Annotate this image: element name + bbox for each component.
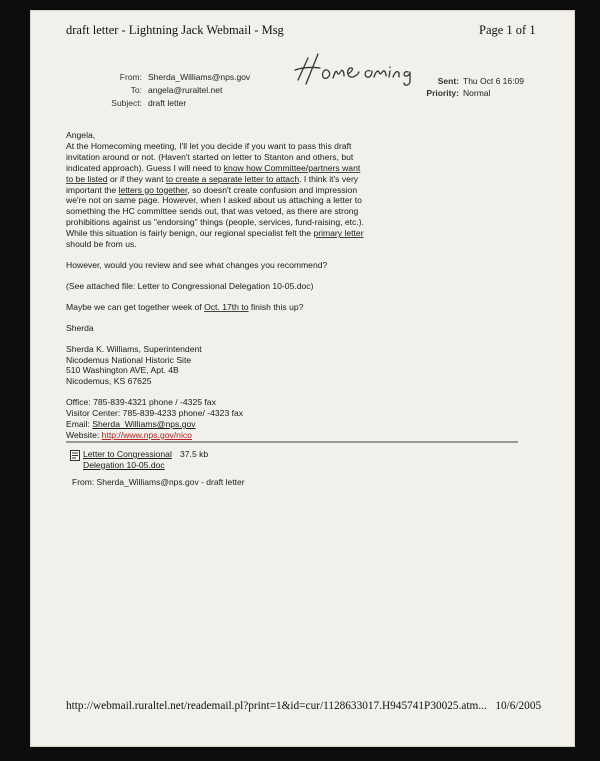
text-span: At the Homecoming meeting, I'll let you decide if you want to pass this draft invitation around or not. (Haven't started on letter to Stanton and others, but indicated approach). Guess I will need to [66, 140, 354, 173]
printed-page [30, 10, 575, 747]
sent-value: Thu Oct 6 16:09 [463, 76, 524, 86]
underlined-text: primary letter [313, 228, 364, 239]
paragraph-attached: (See attached file: Letter to Congressional Delegation 10-05.doc) [66, 280, 314, 291]
paragraph-main [66, 141, 366, 250]
print-footer [66, 700, 541, 712]
text-span: . I think it's very important the [66, 173, 359, 195]
message-body [66, 130, 366, 441]
website-label: Website: [66, 429, 102, 440]
text-span: , so doesn't create confusion and impression we're not on same page. However, when I asked about us attaching a letter to something the HC committee sends out, that was vetoed, as there are strong prohibitions against us "endorsing" things (people, services, fund-raising, etc.). While this situation is fairly benign, our regional specialist felt the [66, 184, 364, 239]
to-label: To: [130, 85, 142, 95]
signature-org: Nicodemus National Historic Site [66, 354, 192, 365]
text-span: finish this up? [248, 301, 304, 312]
sent-label: Sent: [437, 76, 459, 86]
greeting: Angela, [66, 130, 96, 140]
underlined-text: Oct. 17th to [204, 301, 249, 312]
text-span: or if they want [107, 173, 166, 184]
footer-from-line: From: Sherda_Williams@nps.gov - draft letter [72, 477, 245, 487]
priority-label: Priority: [426, 88, 459, 98]
underlined-text: to create a separate letter to attach [165, 173, 300, 184]
email-link[interactable]: Sherda_Williams@nps.gov [92, 419, 196, 430]
signature-block [66, 344, 366, 441]
underlined-text: know how Committee/partners want to be listed [66, 162, 361, 184]
signature-address-line2: Nicodemus, KS 67625 [66, 376, 152, 387]
signature-website-line [66, 430, 366, 441]
signature-name: Sherda K. Williams, Superintendent [66, 343, 202, 354]
subject-value: draft letter [148, 98, 187, 108]
website-link[interactable]: http://www.nps.gov/nico [101, 429, 192, 440]
text-span: Maybe we can get together week of [66, 301, 205, 312]
attachment-link[interactable]: Letter to Congressional Delegation 10-05.doc [83, 449, 172, 470]
priority-value: Normal [463, 88, 491, 98]
paragraph-review: However, would you review and see what changes you recommend? [66, 259, 328, 270]
signoff: Sherda [66, 322, 94, 333]
email-label: Email: [66, 419, 93, 430]
paragraph-meet [66, 302, 366, 313]
print-footer-date: 10/6/2005 [495, 700, 542, 712]
underlined-text: letters go together [118, 184, 188, 195]
print-header-title: draft letter - Lightning Jack Webmail - Msg [66, 23, 284, 37]
signature-address-line1: 510 Washington AVE, Apt. 4B [66, 365, 179, 376]
signature-visitor-phone: Visitor Center: 785-839-4233 phone/ -4323 fax [66, 408, 244, 419]
attachment-size: 37.5 kb [180, 449, 209, 459]
print-footer-url: http://webmail.ruraltel.net/reademail.pl?print=1&id=cur/1128633017.H945741P30025.atm... [66, 700, 487, 712]
from-value: Sherda_Williams@nps.gov [148, 72, 251, 82]
subject-label: Subject: [111, 98, 142, 108]
print-header-page-number: Page 1 of 1 [479, 23, 536, 37]
signature-office-phone: Office: 785-839-4321 phone / -4325 fax [66, 397, 216, 408]
signature-email-line [66, 419, 366, 430]
from-label: From: [119, 72, 142, 82]
document-icon [70, 450, 80, 461]
divider [66, 441, 518, 443]
to-value: angela@ruraltel.net [148, 85, 223, 95]
text-span: should be from us. [66, 239, 137, 250]
